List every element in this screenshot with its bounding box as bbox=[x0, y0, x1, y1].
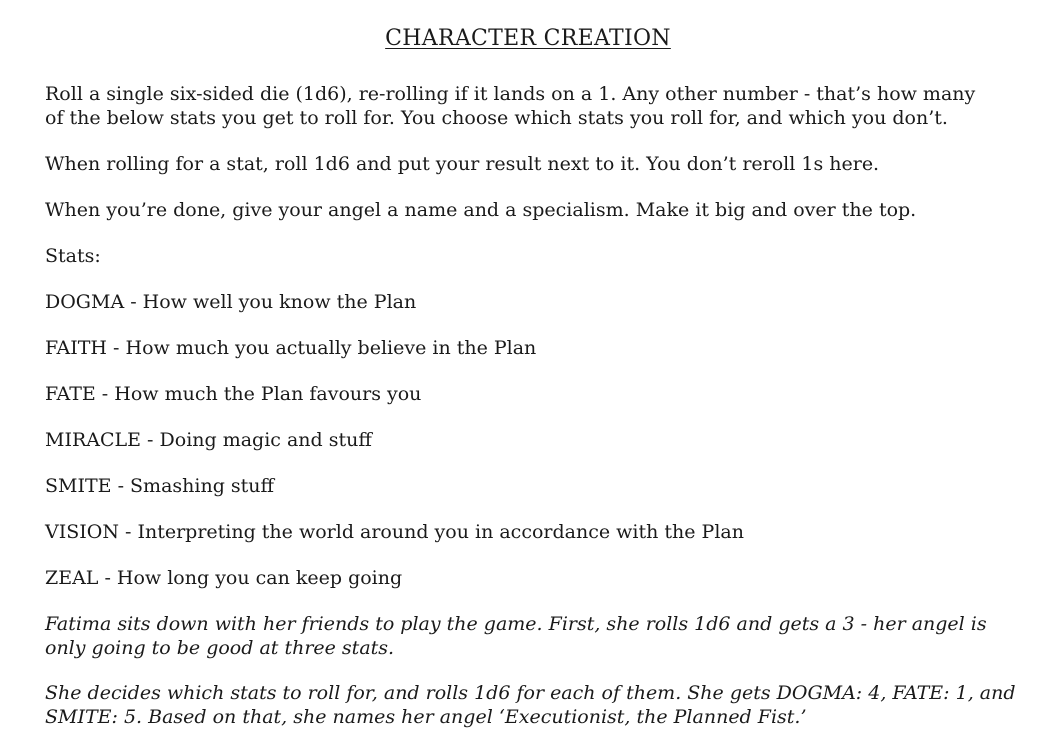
stat-description: How long you can keep going bbox=[116, 567, 403, 589]
example-2-line-2: SMITE: 5. Based on that, she names her angel ‘Executionist, the Planned Fist.’ bbox=[45, 706, 807, 728]
example-1-line-1: Fatima sits down with her friends to play the game. First, she rolls 1d6 and gets a 3 - her angel is bbox=[45, 613, 987, 635]
done-note-paragraph bbox=[45, 198, 1015, 222]
stat-line bbox=[45, 428, 1015, 452]
example-1-line-2: only going to be good at three stats. bbox=[45, 637, 395, 659]
intro-line-2: of the below stats you get to roll for. You choose which stats you roll for, and which you don’t. bbox=[45, 107, 948, 129]
stat-name: MIRACLE bbox=[45, 429, 142, 451]
example-2-line-1: She decides which stats to roll for, and rolls 1d6 for each of them. She gets DOGMA: 4, FATE: 1, and bbox=[45, 682, 1016, 704]
stat-line bbox=[45, 382, 1015, 406]
stat-separator: - bbox=[111, 475, 131, 497]
stat-name: FATE bbox=[45, 383, 96, 405]
stat-entry-smite bbox=[45, 474, 1015, 498]
stat-separator: - bbox=[98, 567, 117, 589]
stat-line bbox=[45, 566, 1015, 590]
stat-description: How much the Plan favours you bbox=[114, 383, 422, 405]
stats-heading-paragraph bbox=[45, 244, 1015, 268]
rolling-note-paragraph bbox=[45, 152, 1015, 176]
stat-name: VISION bbox=[45, 521, 119, 543]
stat-line bbox=[45, 290, 1015, 314]
stat-entry-miracle bbox=[45, 428, 1015, 452]
stat-description: Interpreting the world around you in accordance with the Plan bbox=[137, 521, 744, 543]
stat-name: ZEAL bbox=[45, 567, 99, 589]
stat-description: Doing magic and stuff bbox=[159, 429, 372, 451]
intro-paragraph bbox=[45, 82, 1015, 130]
example-paragraph-2 bbox=[45, 681, 1015, 729]
stat-description: How much you actually believe in the Plan bbox=[125, 337, 537, 359]
stat-separator: - bbox=[141, 429, 160, 451]
example-paragraph-1 bbox=[45, 612, 1015, 660]
stat-entry-dogma bbox=[45, 290, 1015, 314]
stat-description: How well you know the Plan bbox=[142, 291, 417, 313]
stat-entry-fate bbox=[45, 382, 1015, 406]
stat-name: DOGMA bbox=[45, 291, 125, 313]
stat-description: Smashing stuff bbox=[130, 475, 275, 497]
stat-separator: - bbox=[118, 521, 138, 543]
done-note: When you’re done, give your angel a name and a specialism. Make it big and over the top. bbox=[45, 199, 917, 221]
stat-separator: - bbox=[124, 291, 143, 313]
page-title: CHARACTER CREATION bbox=[385, 26, 671, 51]
stat-entry-vision bbox=[45, 520, 1015, 544]
stat-separator: - bbox=[107, 337, 126, 359]
stat-separator: - bbox=[95, 383, 115, 405]
stat-line bbox=[45, 474, 1015, 498]
stat-name: SMITE bbox=[45, 475, 112, 497]
stat-line bbox=[45, 520, 1015, 544]
stats-heading: Stats: bbox=[45, 245, 101, 267]
stat-entry-faith bbox=[45, 336, 1015, 360]
stat-entry-zeal bbox=[45, 566, 1015, 590]
rolling-note: When rolling for a stat, roll 1d6 and put your result next to it. You don’t reroll 1s here. bbox=[45, 153, 880, 175]
intro-line-1: Roll a single six-sided die (1d6), re-rolling if it lands on a 1. Any other number - that’s how many bbox=[45, 83, 976, 105]
stat-name: FAITH bbox=[45, 337, 108, 359]
stat-line bbox=[45, 336, 1015, 360]
